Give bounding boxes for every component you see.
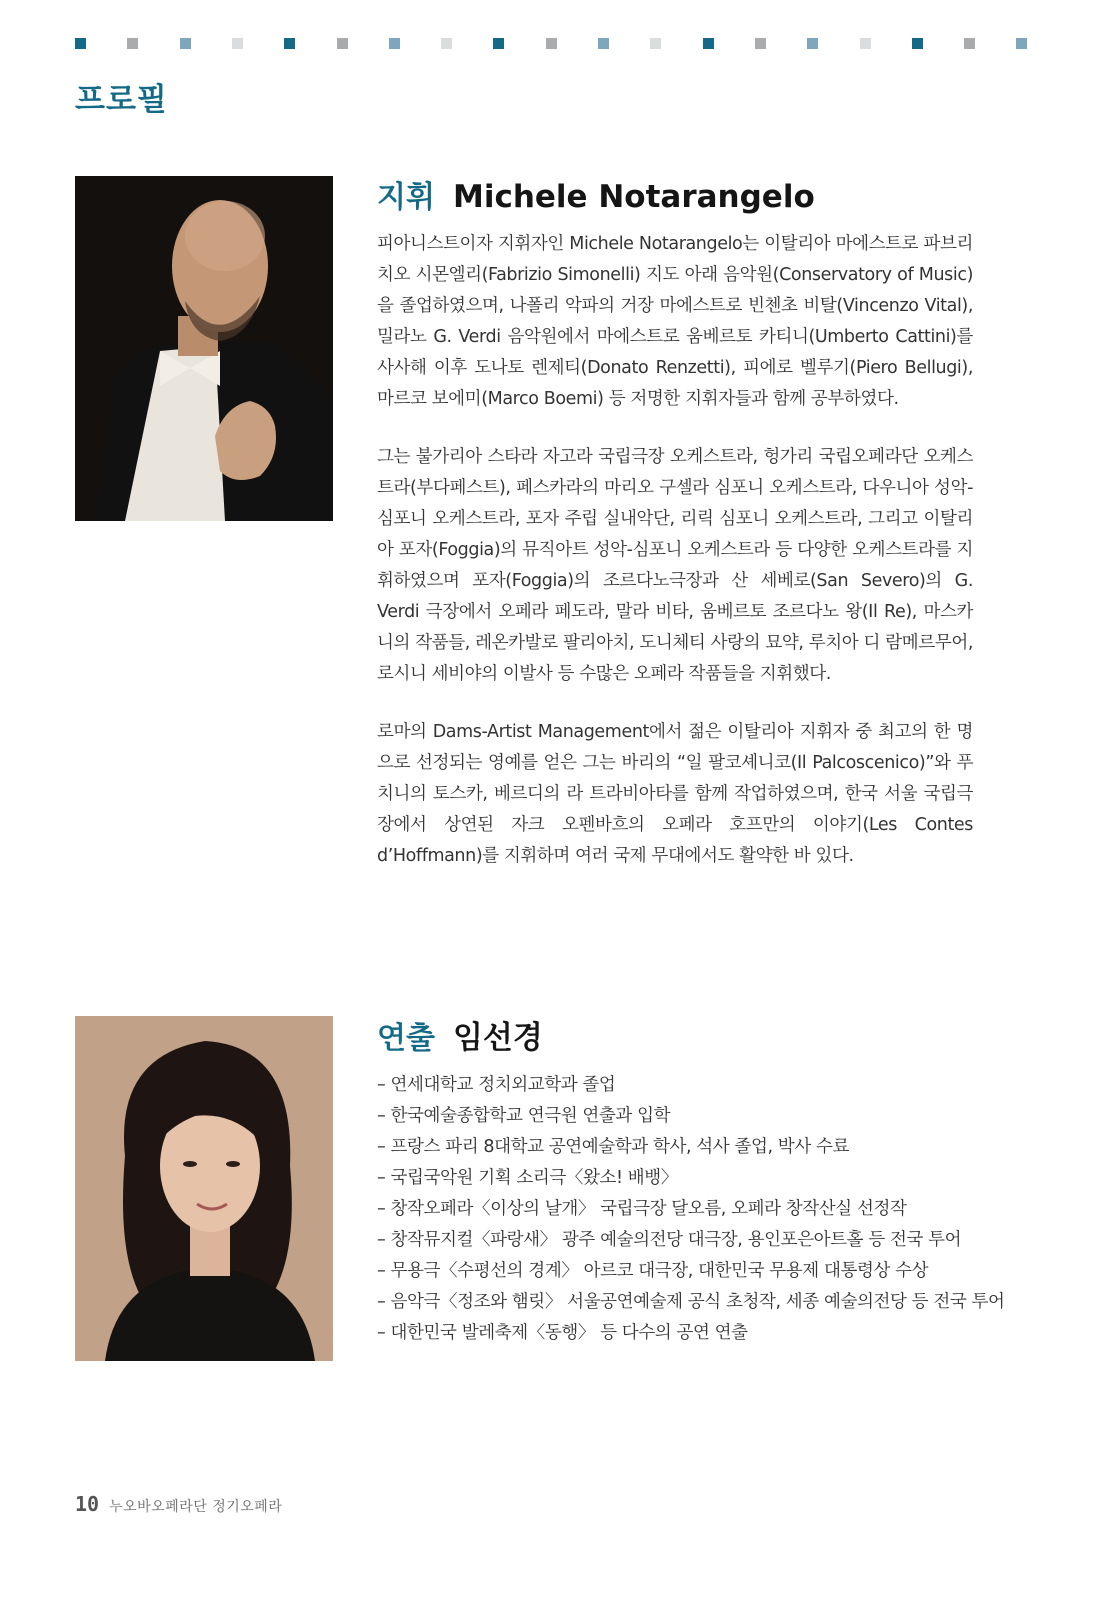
conductor-name: Michele Notarangelo bbox=[452, 179, 815, 215]
decorative-dot bbox=[441, 38, 452, 49]
decorative-dot bbox=[703, 38, 714, 49]
list-item: – 연세대학교 정치외교학과 졸업 bbox=[377, 1075, 616, 1095]
decorative-dot bbox=[912, 38, 923, 49]
decorative-dot bbox=[127, 38, 138, 49]
decorative-dot bbox=[755, 38, 766, 49]
conductor-paragraph-2: 그는 불가리아 스타라 자고라 국립극장 오케스트라, 헝가리 국립오페라단 오케스트라(부다페스트), 페스카라의 마리오 구셀라 심포니 오케스트라, 다우니아 성악-심포니 오케스트라, 포자 주립 실내악단, 리릭 심포니 오케스트라, 그리고 이탈리아 포자(Foggia)의 뮤직아트 성악-심포니 오케스트라 등 다양한 오케스트라를 지휘하였으며 포자(Foggia)의 조르다노극장과 산 세베로(San Severo)의 G. Verdi 극장에서 오페라 페도라, 말라 비타, 움베르토 조르다노 왕(Il Re), 마스카니의 작품들, 레온카발로 팔리아치, 도니체티 사랑의 묘약, 루치아 디 람메르무어, 로시니 세비야의 이발사 등 수많은 오페라 작품들을 지휘했다. bbox=[377, 447, 973, 684]
decorative-dot bbox=[493, 38, 504, 49]
conductor-photo bbox=[75, 176, 333, 521]
list-item: – 한국예술종합학교 연극원 연출과 입학 bbox=[377, 1106, 671, 1126]
page-footer bbox=[75, 1492, 282, 1516]
list-item: – 국립국악원 기획 소리극〈왔소! 배뱅〉 bbox=[377, 1168, 678, 1188]
decorative-dot bbox=[389, 38, 400, 49]
decorative-dot bbox=[337, 38, 348, 49]
decorative-dot bbox=[650, 38, 661, 49]
director-photo bbox=[75, 1016, 333, 1361]
list-item: – 대한민국 발레축제〈동행〉 등 다수의 공연 연출 bbox=[377, 1323, 748, 1343]
footer-text: 누오바오페라단 정기오페라 bbox=[109, 1499, 283, 1515]
conductor-portrait-icon bbox=[75, 176, 333, 521]
list-item: – 프랑스 파리 8대학교 공연예술학과 학사, 석사 졸업, 박사 수료 bbox=[377, 1137, 849, 1157]
director-role: 연출 bbox=[377, 1021, 435, 1056]
page-title: 프로필 bbox=[75, 82, 168, 118]
decorative-dot bbox=[964, 38, 975, 49]
decorative-dot bbox=[180, 38, 191, 49]
decorative-dot bbox=[546, 38, 557, 49]
director-career-list bbox=[377, 1070, 1005, 1349]
decorative-dot bbox=[807, 38, 818, 49]
conductor-paragraph-3: 로마의 Dams-Artist Management에서 젊은 이탈리아 지휘자 중 최고의 한 명으로 선정되는 영예를 얻은 그는 바리의 “일 팔코셰니코(Il Palcoscenico)”와 푸치니의 토스카, 베르디의 라 트라비아타를 함께 작업하였으며, 한국 서울 국립극장에서 상연된 자크 오펜바흐의 오페라 호프만의 이야기(Les Contes d’Hoffmann)를 지휘하며 여러 국제 무대에서도 활약한 바 있다. bbox=[377, 722, 973, 866]
conductor-paragraph-1: 피아니스트이자 지휘자인 Michele Notarangelo는 이탈리아 마에스트로 파브리치오 시몬엘리(Fabrizio Simonelli) 지도 아래 음악원(Conservatory of Music)을 졸업하였으며, 나폴리 악파의 거장 마에스트로 빈첸초 비탈(Vincenzo Vital), 밀라노 G. Verdi 음악원에서 마에스트로 움베르토 카티니(Umberto Cattini)를 사사해 이후 도나토 렌제티(Donato Renzetti), 피에로 벨루기(Piero Bellugi), 마르코 보에미(Marco Boemi) 등 저명한 지휘자들과 함께 공부하였다. bbox=[377, 234, 973, 409]
list-item: – 창작오페라〈이상의 날개〉 국립극장 달오름, 오페라 창작산실 선정작 bbox=[377, 1199, 907, 1219]
director-name: 임선경 bbox=[452, 1020, 543, 1056]
conductor-role: 지휘 bbox=[377, 180, 435, 215]
decorative-dot bbox=[1016, 38, 1027, 49]
decorative-dot bbox=[598, 38, 609, 49]
list-item: – 창작뮤지컬〈파랑새〉 광주 예술의전당 대극장, 용인포은아트홀 등 전국 투어 bbox=[377, 1230, 962, 1250]
list-item: – 음악극〈정조와 햄릿〉 서울공연예술제 공식 초청작, 세종 예술의전당 등 전국 투어 bbox=[377, 1292, 1005, 1312]
decorative-dot bbox=[284, 38, 295, 49]
page-number: 10 bbox=[75, 1492, 100, 1516]
decorative-dot-strip bbox=[75, 38, 1035, 50]
director-portrait-icon bbox=[75, 1016, 333, 1361]
decorative-dot bbox=[860, 38, 871, 49]
decorative-dot bbox=[232, 38, 243, 49]
director-heading bbox=[377, 1012, 543, 1057]
list-item: – 무용극〈수평선의 경계〉 아르코 대극장, 대한민국 무용제 대통령상 수상 bbox=[377, 1261, 929, 1281]
conductor-heading bbox=[377, 172, 815, 216]
decorative-dot bbox=[75, 38, 86, 49]
